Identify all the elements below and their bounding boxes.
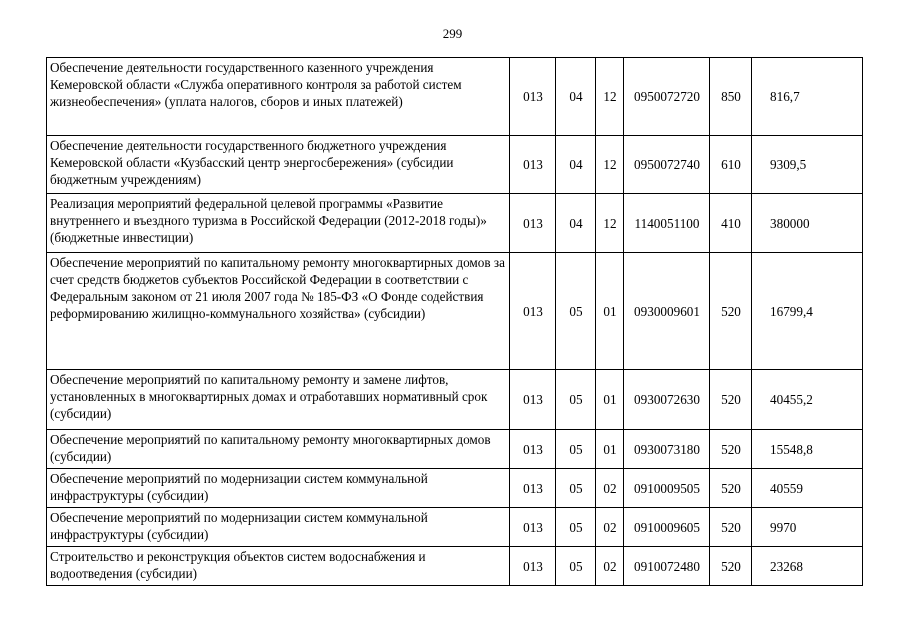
section-code: 05 <box>556 253 596 370</box>
subsection-code: 02 <box>596 508 624 547</box>
department-code: 013 <box>510 547 556 586</box>
target-article-code: 0910009505 <box>624 469 710 508</box>
target-article-code: 0950072740 <box>624 136 710 194</box>
expense-type-code: 850 <box>710 58 752 136</box>
department-code: 013 <box>510 370 556 430</box>
subsection-code: 02 <box>596 469 624 508</box>
department-code: 013 <box>510 58 556 136</box>
expense-type-code: 520 <box>710 370 752 430</box>
amount: 23268 <box>752 547 863 586</box>
section-code: 05 <box>556 508 596 547</box>
amount: 816,7 <box>752 58 863 136</box>
amount: 40559 <box>752 469 863 508</box>
row-description: Обеспечение мероприятий по модернизации систем коммунальной инфраструктуры (субсидии) <box>47 469 510 508</box>
row-description: Обеспечение мероприятий по модернизации систем коммунальной инфраструктуры (субсидии) <box>47 508 510 547</box>
subsection-code: 01 <box>596 370 624 430</box>
amount: 16799,4 <box>752 253 863 370</box>
row-description: Обеспечение деятельности государственного бюджетного учреждения Кемеровской области «Кузбасский центр энергосбережения» (субсидии бюджетным учреждениям) <box>47 136 510 194</box>
department-code: 013 <box>510 430 556 469</box>
table-row <box>47 194 863 253</box>
section-code: 05 <box>556 430 596 469</box>
amount: 15548,8 <box>752 430 863 469</box>
table-row <box>47 469 863 508</box>
budget-table <box>46 57 863 586</box>
section-code: 05 <box>556 547 596 586</box>
department-code: 013 <box>510 253 556 370</box>
table-row <box>47 58 863 136</box>
row-description: Обеспечение мероприятий по капитальному ремонту и замене лифтов, установленных в многоквартирных домах и отработавших нормативный срок (субсидии) <box>47 370 510 430</box>
table-row <box>47 370 863 430</box>
expense-type-code: 520 <box>710 547 752 586</box>
subsection-code: 01 <box>596 253 624 370</box>
department-code: 013 <box>510 469 556 508</box>
table-row <box>47 508 863 547</box>
department-code: 013 <box>510 194 556 253</box>
table-row <box>47 430 863 469</box>
row-description: Строительство и реконструкция объектов систем водоснабжения и водоотведения (субсидии) <box>47 547 510 586</box>
expense-type-code: 520 <box>710 253 752 370</box>
row-description: Обеспечение мероприятий по капитальному ремонту многоквартирных домов за счет средств бюджетов субъектов Российской Федерации в соответствии с Федеральным законом от 21 июля 2007 года № 185-ФЗ «О Фонде содействия реформированию жилищно-коммунального хозяйства» (субсидии) <box>47 253 510 370</box>
row-description: Обеспечение мероприятий по капитальному ремонту многоквартирных домов (субсидии) <box>47 430 510 469</box>
subsection-code: 01 <box>596 430 624 469</box>
department-code: 013 <box>510 508 556 547</box>
target-article-code: 0950072720 <box>624 58 710 136</box>
amount: 9970 <box>752 508 863 547</box>
target-article-code: 0930072630 <box>624 370 710 430</box>
target-article-code: 1140051100 <box>624 194 710 253</box>
section-code: 05 <box>556 370 596 430</box>
section-code: 04 <box>556 136 596 194</box>
expense-type-code: 520 <box>710 430 752 469</box>
subsection-code: 12 <box>596 194 624 253</box>
amount: 9309,5 <box>752 136 863 194</box>
target-article-code: 0930009601 <box>624 253 710 370</box>
table-row <box>47 136 863 194</box>
expense-type-code: 610 <box>710 136 752 194</box>
page-number: 299 <box>442 26 463 41</box>
expense-type-code: 410 <box>710 194 752 253</box>
subsection-code: 02 <box>596 547 624 586</box>
expense-type-code: 520 <box>710 469 752 508</box>
row-description: Реализация мероприятий федеральной целевой программы «Развитие внутреннего и въездного туризма в Российской Федерации (2012-2018 годы)» (бюджетные инвестиции) <box>47 194 510 253</box>
target-article-code: 0910072480 <box>624 547 710 586</box>
section-code: 04 <box>556 194 596 253</box>
section-code: 04 <box>556 58 596 136</box>
expense-type-code: 520 <box>710 508 752 547</box>
section-code: 05 <box>556 469 596 508</box>
amount: 40455,2 <box>752 370 863 430</box>
target-article-code: 0930073180 <box>624 430 710 469</box>
amount: 380000 <box>752 194 863 253</box>
table-row <box>47 547 863 586</box>
subsection-code: 12 <box>596 136 624 194</box>
subsection-code: 12 <box>596 58 624 136</box>
department-code: 013 <box>510 136 556 194</box>
row-description: Обеспечение деятельности государственного казенного учреждения Кемеровской области «Служба оперативного контроля за работой систем жизнеобеспечения» (уплата налогов, сборов и иных платежей) <box>47 58 510 136</box>
table-row <box>47 253 863 370</box>
target-article-code: 0910009605 <box>624 508 710 547</box>
